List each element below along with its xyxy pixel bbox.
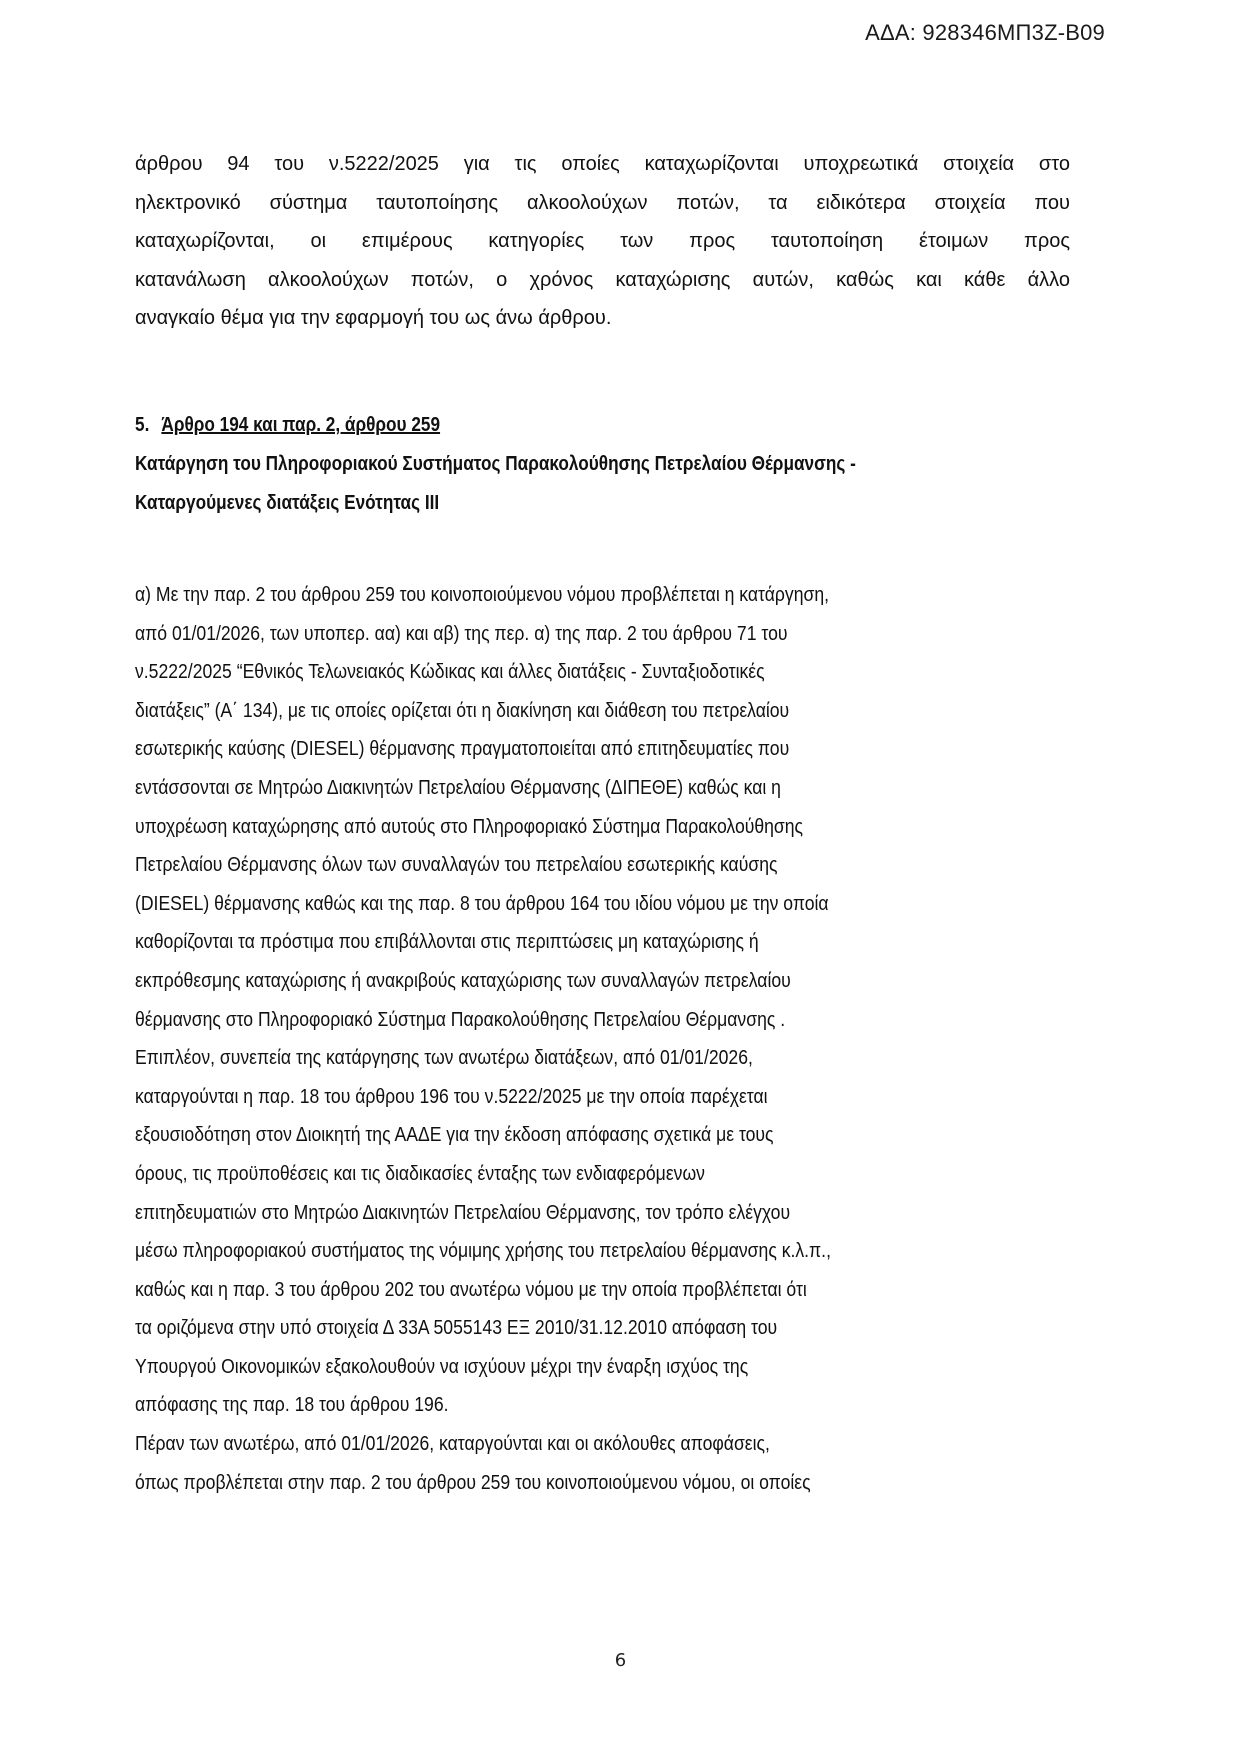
section-subtitle: Κατάργηση του Πληροφοριακού Συστήματος Παρακολούθησης Πετρελαίου Θέρμανσης - xyxy=(135,453,856,475)
text-line: καταργούνται η παρ. 18 του άρθρου 196 του ν.5222/2025 με την οποία παρέχεται xyxy=(135,1084,768,1108)
text-line: εκπρόθεσμης καταχώρισης ή ανακριβούς καταχώρισης των συναλλαγών πετρελαίου xyxy=(135,968,791,992)
section-subtitle: Καταργούμενες διατάξεις Ενότητας ΙΙΙ xyxy=(135,492,440,514)
text-line: (DIESEL) θέρμανσης καθώς και της παρ. 8 του άρθρου 164 του ιδίου νόμου με την οποία xyxy=(135,891,829,915)
text-line: επιτηδευματιών στο Μητρώο Διακινητών Πετρελαίου Θέρμανσης, τον τρόπο ελέγχου xyxy=(135,1200,791,1224)
text-line: καθορίζονται τα πρόστιμα που επιβάλλονται στις περιπτώσεις μη καταχώρισης ή xyxy=(135,930,759,954)
text-line: ηλεκτρονικό σύστημα ταυτοποίησης αλκοολούχων ποτών, τα ειδικότερα στοιχεία που xyxy=(135,191,1070,214)
text-line: Υπουργού Οικονομικών εξακολουθούν να ισχύουν μέχρι την έναρξη ισχύος της xyxy=(135,1354,749,1378)
body-text xyxy=(135,576,1070,1502)
text-line: αναγκαίο θέμα για την εφαρμογή του ως άνω άρθρου. xyxy=(135,307,612,330)
text-line: θέρμανσης στο Πληροφοριακό Σύστημα Παρακολούθησης Πετρελαίου Θέρμανσης . xyxy=(135,1007,786,1031)
section-number: 5. xyxy=(135,414,150,436)
text-line: εσωτερικής καύσης (DIESEL) θέρμανσης πραγματοποιείται από επιτηδευματίες που xyxy=(135,737,790,761)
text-line: Πετρελαίου Θέρμανσης όλων των συναλλαγών του πετρελαίου εσωτερικής καύσης xyxy=(135,853,778,877)
section-heading xyxy=(135,406,1070,523)
section-title: Άρθρο 194 και παρ. 2, άρθρου 259 xyxy=(161,414,441,436)
text-line: όρους, τις προϋποθέσεις και τις διαδικασίες ένταξης των ενδιαφερόμενων xyxy=(135,1161,705,1185)
text-line: καταχωρίζονται, οι επιμέρους κατηγορίες των προς ταυτοποίηση έτοιμων προς xyxy=(135,230,1070,253)
text-line: μέσω πληροφοριακού συστήματος της νόμιμης χρήσης του πετρελαίου θέρμανσης κ.λ.π., xyxy=(135,1239,831,1263)
text-line: απόφασης της παρ. 18 του άρθρου 196. xyxy=(135,1393,449,1417)
text-line: Επιπλέον, συνεπεία της κατάργησης των ανωτέρω διατάξεων, από 01/01/2026, xyxy=(135,1046,753,1070)
text-line: υποχρέωση καταχώρησης από αυτούς στο Πληροφοριακό Σύστημα Παρακολούθησης xyxy=(135,814,804,838)
text-line: Πέραν των ανωτέρω, από 01/01/2026, καταργούνται και οι ακόλουθες αποφάσεις, xyxy=(135,1432,770,1456)
text-line: άρθρου 94 του ν.5222/2025 για τις οποίες καταχωρίζονται υποχρεωτικά στοιχεία στο xyxy=(135,153,1070,175)
text-line: ν.5222/2025 “Εθνικός Τελωνειακός Κώδικας και άλλες διατάξεις - Συνταξιοδοτικές xyxy=(135,660,765,684)
text-line: α) Με την παρ. 2 του άρθρου 259 του κοινοποιούμενου νόμου προβλέπεται η κατάργηση, xyxy=(135,583,830,606)
text-line: από 01/01/2026, των υποπερ. αα) και αβ) της περ. α) της παρ. 2 του άρθρου 71 του xyxy=(135,621,788,645)
ada-document-code: ΑΔΑ: 928346ΜΠ3Ζ-Β09 xyxy=(865,20,1105,45)
text-line: διατάξεις” (Α΄ 134), με τις οποίες ορίζεται ότι η διακίνηση και διάθεση του πετρελαίου xyxy=(135,698,790,722)
text-line: τα οριζόμενα στην υπό στοιχεία Δ 33Α 5055143 ΕΞ 2010/31.12.2010 απόφαση του xyxy=(135,1316,778,1340)
text-line: εξουσιοδότηση στον Διοικητή της ΑΑΔΕ για την έκδοση απόφασης σχετικά με τους xyxy=(135,1123,774,1147)
intro-paragraph xyxy=(135,145,1070,338)
text-line: εντάσσονται σε Μητρώο Διακινητών Πετρελαίου Θέρμανσης (ΔΙΠΕΘΕ) καθώς και η xyxy=(135,775,781,799)
text-line: όπως προβλέπεται στην παρ. 2 του άρθρου 259 του κοινοποιούμενου νόμου, οι οποίες xyxy=(135,1470,811,1494)
text-line: κατανάλωση αλκοολούχων ποτών, ο χρόνος καταχώρισης αυτών, καθώς και κάθε άλλο xyxy=(135,268,1070,291)
page-number: 6 xyxy=(614,1650,627,1671)
text-line: καθώς και η παρ. 3 του άρθρου 202 του ανωτέρω νόμου με την οποία προβλέπεται ότι xyxy=(135,1277,807,1301)
